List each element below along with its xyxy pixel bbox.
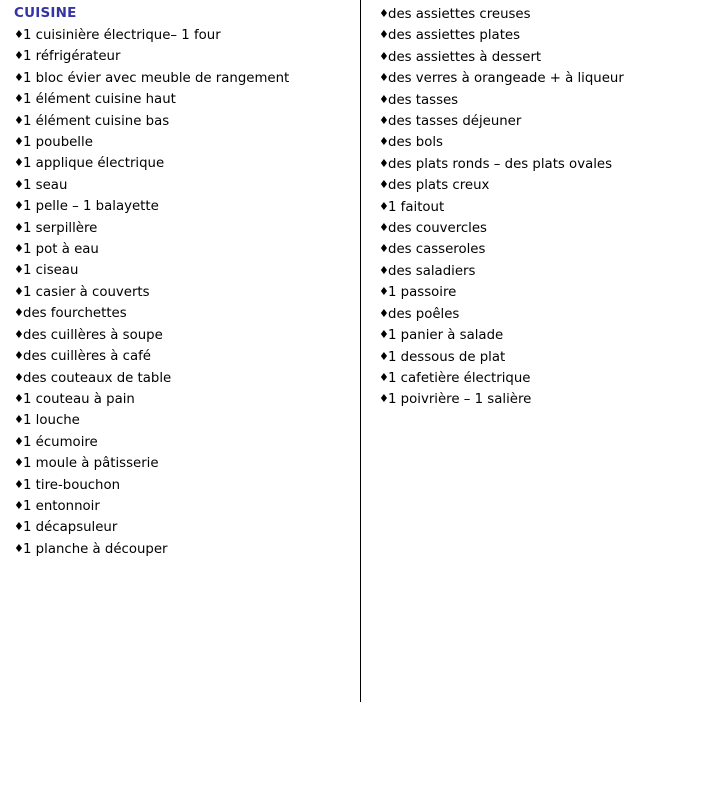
bullet-icon: ♦ xyxy=(379,178,389,192)
list-item xyxy=(14,346,360,367)
bullet-icon: ♦ xyxy=(14,199,24,213)
list-item xyxy=(14,453,360,474)
list-item-label: 1 entonnoir xyxy=(23,498,100,514)
bullet-icon: ♦ xyxy=(14,242,24,256)
list-item xyxy=(14,46,360,67)
list-item-label: 1 écumoire xyxy=(23,434,98,450)
list-item xyxy=(14,539,360,560)
list-item-label: des casseroles xyxy=(388,242,486,258)
list-item-label: 1 faitout xyxy=(388,199,445,215)
bullet-icon: ♦ xyxy=(14,520,24,534)
bullet-icon: ♦ xyxy=(379,7,389,20)
list-item-label: 1 seau xyxy=(23,177,68,193)
list-item-label: 1 applique électrique xyxy=(23,156,165,172)
list-item-label: des tasses xyxy=(388,92,459,108)
list-item-label: 1 louche xyxy=(23,413,80,429)
list-item xyxy=(379,154,700,175)
list-item xyxy=(14,239,360,260)
list-item-label: des assiettes plates xyxy=(388,28,521,44)
list-item xyxy=(14,517,360,538)
bullet-icon: ♦ xyxy=(379,221,389,235)
list-item xyxy=(14,68,360,89)
list-item xyxy=(14,410,360,431)
bullet-icon: ♦ xyxy=(14,477,24,491)
list-item-label: des fourchettes xyxy=(23,306,127,322)
list-item-label: 1 cuisinière électrique– 1 four xyxy=(23,28,221,43)
list-item-label: des verres à orangeade + à liqueur xyxy=(388,71,624,87)
bullet-icon: ♦ xyxy=(14,177,24,191)
bullet-icon: ♦ xyxy=(379,71,389,85)
list-item xyxy=(379,347,700,368)
list-item-label: 1 passoire xyxy=(388,285,457,301)
list-item-label: des cuillères à soupe xyxy=(23,327,163,343)
list-item xyxy=(379,175,700,196)
bullet-icon: ♦ xyxy=(14,70,24,84)
list-item-label: des couteaux de table xyxy=(23,370,172,386)
list-item-label: 1 poivrière – 1 salière xyxy=(388,392,532,408)
list-item xyxy=(379,325,700,346)
bullet-icon: ♦ xyxy=(14,456,24,470)
list-item xyxy=(379,25,700,46)
list-item-label: 1 élément cuisine haut xyxy=(23,92,176,108)
list-item-label: des poêles xyxy=(388,306,460,322)
list-item xyxy=(14,153,360,174)
list-item-label: des saladiers xyxy=(388,263,476,279)
list-item-label: 1 poubelle xyxy=(23,135,93,151)
bullet-icon: ♦ xyxy=(14,92,24,106)
list-item-label: 1 pot à eau xyxy=(23,242,99,258)
kitchen-inventory-list-right xyxy=(379,4,700,411)
page-title: CUISINE xyxy=(14,5,77,21)
list-item-label: 1 casier à couverts xyxy=(23,284,150,300)
bullet-icon: ♦ xyxy=(379,306,389,320)
list-item xyxy=(379,261,700,282)
list-item-label: 1 moule à pâtisserie xyxy=(23,456,159,472)
list-item xyxy=(14,368,360,389)
list-item-label: 1 réfrigérateur xyxy=(23,49,121,65)
list-item-label: des tasses déjeuner xyxy=(388,114,522,130)
list-item xyxy=(14,196,360,217)
list-item-label: 1 décapsuleur xyxy=(23,520,118,536)
list-item-label: 1 serpillère xyxy=(23,220,98,236)
bullet-icon: ♦ xyxy=(379,263,389,277)
bullet-icon: ♦ xyxy=(379,349,389,363)
list-item xyxy=(14,175,360,196)
list-item xyxy=(379,111,700,132)
bullet-icon: ♦ xyxy=(379,370,389,384)
list-item-label: des assiettes à dessert xyxy=(388,49,542,65)
list-item xyxy=(379,304,700,325)
list-item-label: des plats creux xyxy=(388,178,490,194)
list-item-label: 1 planche à découper xyxy=(23,541,168,557)
bullet-icon: ♦ xyxy=(14,49,24,63)
list-item-label: 1 pelle – 1 balayette xyxy=(23,199,159,215)
bullet-icon: ♦ xyxy=(14,370,24,384)
bullet-icon: ♦ xyxy=(14,156,24,170)
list-item xyxy=(14,282,360,303)
bullet-icon: ♦ xyxy=(379,392,389,406)
list-item xyxy=(14,260,360,281)
list-item xyxy=(14,111,360,132)
list-item xyxy=(379,47,700,68)
list-item-label: 1 élément cuisine bas xyxy=(23,113,170,129)
list-item-label: des couvercles xyxy=(388,221,487,237)
list-item-label: 1 dessous de plat xyxy=(388,349,506,365)
right-column xyxy=(361,0,700,411)
list-item xyxy=(14,25,360,46)
bullet-icon: ♦ xyxy=(379,285,389,299)
bullet-icon: ♦ xyxy=(14,220,24,234)
list-item xyxy=(379,368,700,389)
bullet-icon: ♦ xyxy=(14,434,24,448)
list-item xyxy=(379,68,700,89)
list-item xyxy=(379,239,700,260)
bullet-icon: ♦ xyxy=(379,199,389,213)
list-item xyxy=(379,218,700,239)
bullet-icon: ♦ xyxy=(14,135,24,149)
list-item-label: des plats ronds – des plats ovales xyxy=(388,156,613,172)
bullet-icon: ♦ xyxy=(379,28,389,42)
list-item-label: 1 tire-bouchon xyxy=(23,477,121,493)
bullet-icon: ♦ xyxy=(379,328,389,342)
list-item xyxy=(14,496,360,517)
list-item xyxy=(379,282,700,303)
bullet-icon: ♦ xyxy=(379,114,389,128)
bullet-icon: ♦ xyxy=(14,327,24,341)
list-item xyxy=(14,325,360,346)
bullet-icon: ♦ xyxy=(14,498,24,512)
list-item-label: des cuillères à café xyxy=(23,349,151,365)
bullet-icon: ♦ xyxy=(379,92,389,106)
list-item-label: 1 couteau à pain xyxy=(23,391,135,407)
bullet-icon: ♦ xyxy=(379,135,389,149)
list-item-label: 1 panier à salade xyxy=(388,328,504,344)
bullet-icon: ♦ xyxy=(14,541,24,555)
bullet-icon: ♦ xyxy=(14,113,24,127)
left-column xyxy=(0,0,360,560)
list-item xyxy=(14,132,360,153)
list-item xyxy=(14,218,360,239)
bullet-icon: ♦ xyxy=(14,391,24,405)
list-item-label: 1 ciseau xyxy=(23,263,79,279)
bullet-icon: ♦ xyxy=(379,156,389,170)
bullet-icon: ♦ xyxy=(14,263,24,277)
bullet-icon: ♦ xyxy=(14,284,24,298)
list-item-label: des bols xyxy=(388,135,443,151)
list-item xyxy=(379,389,700,410)
bullet-icon: ♦ xyxy=(379,242,389,256)
list-item xyxy=(379,197,700,218)
kitchen-inventory-list-left xyxy=(14,25,360,560)
bullet-icon: ♦ xyxy=(14,28,24,41)
list-item xyxy=(14,432,360,453)
list-item xyxy=(14,389,360,410)
bullet-icon: ♦ xyxy=(14,413,24,427)
bullet-icon: ♦ xyxy=(14,306,24,320)
list-item xyxy=(379,4,700,25)
bullet-icon: ♦ xyxy=(379,49,389,63)
list-item xyxy=(14,303,360,324)
list-item xyxy=(14,89,360,110)
list-item-label: des assiettes creuses xyxy=(388,7,531,22)
list-item-label: 1 cafetière électrique xyxy=(388,370,531,386)
list-item xyxy=(14,475,360,496)
list-item-label: 1 bloc évier avec meuble de rangement xyxy=(23,70,290,86)
list-item xyxy=(379,90,700,111)
bullet-icon: ♦ xyxy=(14,349,24,363)
list-item xyxy=(379,132,700,153)
